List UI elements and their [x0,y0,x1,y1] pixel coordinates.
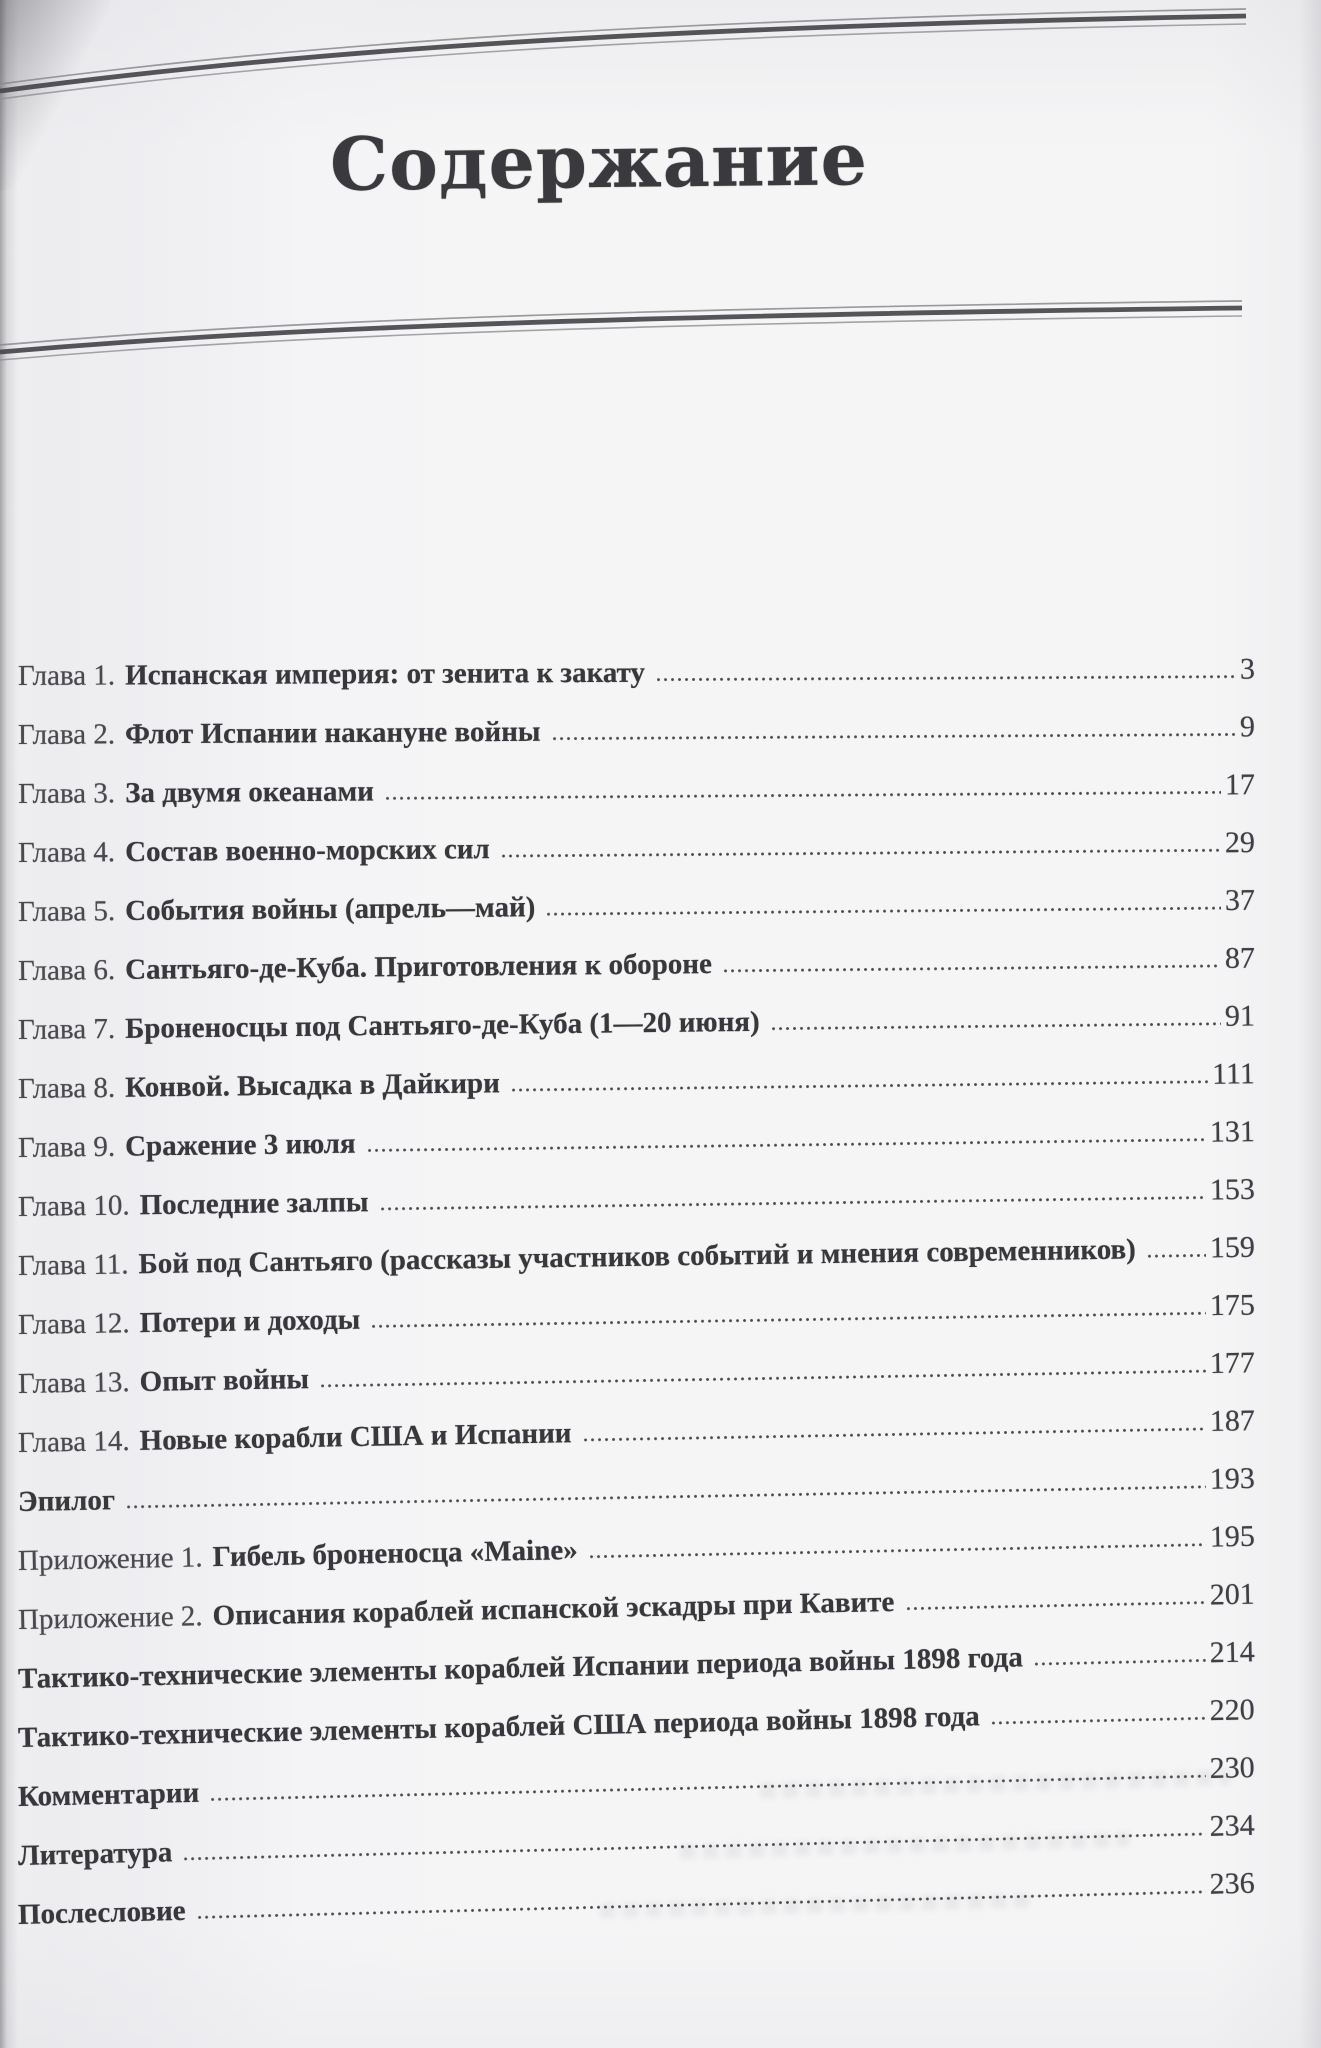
dotted-leader [990,1715,1206,1725]
toc-entry-title: События войны (апрель—май) [124,891,536,928]
toc-entry-prefix: Глава 2. [17,718,116,751]
toc-entry-page-number: 131 [1209,1115,1256,1149]
dotted-leader [366,1137,1206,1153]
toc-entry-title: Эпилог [17,1484,116,1518]
dotted-leader [1146,1252,1206,1258]
toc-entry [18,1405,1255,1458]
toc-entry [18,885,1255,927]
dotted-leader [196,1889,1206,1920]
toc-entry-title: Испанская империя: от зенита к закату [125,656,646,692]
toc-entry-title: Литература [17,1836,173,1872]
toc-entry-page-number: 153 [1209,1172,1256,1207]
toc-entry-title: Флот Испании накануне войны [125,715,541,751]
toc-entry [18,1058,1255,1104]
toc-entry-page-number: 220 [1209,1693,1256,1728]
toc-entry-prefix: Глава 4. [17,836,116,869]
dotted-leader [1033,1657,1206,1666]
toc-entry [18,1232,1255,1281]
dotted-leader [545,905,1221,916]
dotted-leader [582,1426,1206,1442]
toc-entry-prefix: Глава 5. [17,895,116,928]
dotted-leader [319,1368,1206,1388]
toc-entry-title: Тактико-технические элементы кораблей Испании периода войны 1898 года [17,1641,1024,1695]
toc-entry-page-number: 9 [1239,710,1256,744]
toc-entry [18,1174,1255,1222]
dotted-leader [588,1542,1206,1559]
toc-entry-prefix: Глава 8. [17,1071,116,1105]
toc-entry-prefix: Глава 3. [17,777,116,810]
toc-entry-prefix: Приложение 1. [17,1541,203,1577]
dotted-leader [182,1831,1206,1861]
toc-entry-title: Последние залпы [139,1186,369,1222]
toc-entry-page-number: 214 [1209,1635,1256,1670]
toc-entry-prefix: Глава 6. [17,954,116,987]
toc-entry-page-number: 193 [1209,1461,1256,1496]
toc-entry-page-number: 37 [1224,883,1256,918]
toc-entry-title: Послесловие [17,1894,186,1931]
toc-entry-title: Конвой. Высадка в Дайкири [124,1067,500,1104]
toc-entry-page-number: 159 [1209,1230,1256,1265]
toc-entry-page-number: 187 [1209,1404,1256,1438]
toc-entry-title: Опыт войны [139,1363,310,1398]
dotted-leader [379,1195,1206,1211]
toc-entry-title: Комментарии [17,1776,200,1813]
toc-entry-page-number: 91 [1224,999,1256,1033]
toc-entry-page-number: 201 [1209,1577,1256,1612]
top-rule [0,9,1246,99]
toc-entry-title: Сражение 3 июля [124,1127,356,1163]
toc-entry-prefix: Глава 7. [17,1012,116,1046]
toc-entry [18,1463,1255,1517]
toc-entry-page-number: 17 [1224,768,1256,802]
decorative-rules [0,0,1321,420]
under-title-rule [0,301,1242,360]
toc-entry-prefix: Глава 13. [17,1366,130,1400]
toc-entry-prefix: Глава 1. [17,659,116,692]
table-of-contents [17,652,1256,1958]
toc-entry-page-number: 177 [1209,1346,1256,1381]
dotted-leader [770,1021,1221,1031]
toc-entry-page-number: 230 [1209,1750,1256,1786]
toc-entry-title: Описания кораблей испанской эскадры при Кавите [212,1585,895,1632]
toc-entry [18,1868,1255,1930]
toc-entry [18,654,1255,691]
toc-entry [18,769,1255,809]
toc-entry-page-number: 175 [1209,1288,1256,1323]
toc-entry-page-number: 236 [1209,1866,1256,1901]
toc-entry-prefix: Глава 9. [17,1130,116,1164]
toc-entry [18,1752,1255,1812]
toc-entry-prefix: Глава 12. [17,1307,130,1341]
toc-entry [18,943,1255,986]
page-title: Содержание [329,116,869,208]
toc-entry-title: Потери и доходы [139,1303,361,1340]
toc-entry-page-number: 29 [1224,825,1256,860]
toc-entry-prefix: Глава 10. [17,1189,130,1223]
toc-entry-title: Состав военно-морских сил [124,833,490,869]
dotted-leader [370,1310,1206,1328]
toc-entry-title: Броненосцы под Сантьяго-де-Куба (1—20 июня) [124,1005,760,1045]
dotted-leader [551,731,1236,740]
toc-entry-title: Сантьяго-де-Куба. Приготовления к обороне [124,948,713,986]
toc-entry [18,1636,1255,1694]
toc-entry-page-number: 234 [1209,1808,1256,1843]
dotted-leader [125,1484,1206,1509]
toc-entry-title: Новые корабли США и Испании [139,1417,572,1457]
toc-entry-title: Бой под Сантьяго (рассказы участников событий и мнения современников) [138,1233,1137,1281]
toc-entry [18,1289,1255,1340]
dotted-leader [500,847,1221,858]
dotted-leader [384,789,1221,800]
toc-entry [18,1694,1255,1753]
toc-entry-page-number: 3 [1239,652,1256,686]
toc-entry [18,1000,1255,1045]
toc-entry-title: За двумя океанами [125,775,374,810]
toc-entry-prefix: Глава 11. [17,1248,129,1282]
dotted-leader [904,1600,1206,1611]
dotted-leader [209,1773,1206,1801]
toc-entry-prefix: Приложение 2. [17,1600,203,1636]
dotted-leader [655,674,1236,682]
toc-entry-page-number: 111 [1211,1057,1256,1091]
toc-entry [18,827,1255,868]
toc-entry [18,1579,1255,1635]
toc-entry-page-number: 195 [1209,1519,1256,1554]
toc-entry [18,1116,1255,1163]
toc-entry [18,1347,1255,1399]
toc-entry [18,1810,1255,1871]
dotted-leader [722,963,1221,973]
toc-entry [18,1521,1255,1576]
dotted-leader [510,1079,1208,1092]
toc-entry [18,711,1255,750]
toc-entry-prefix: Глава 14. [17,1425,130,1459]
toc-entry-title: Тактико-технические элементы кораблей США периода войны 1898 года [17,1700,981,1754]
toc-entry-title: Гибель броненосца «Maine» [212,1534,578,1574]
toc-entry-page-number: 87 [1224,941,1256,975]
